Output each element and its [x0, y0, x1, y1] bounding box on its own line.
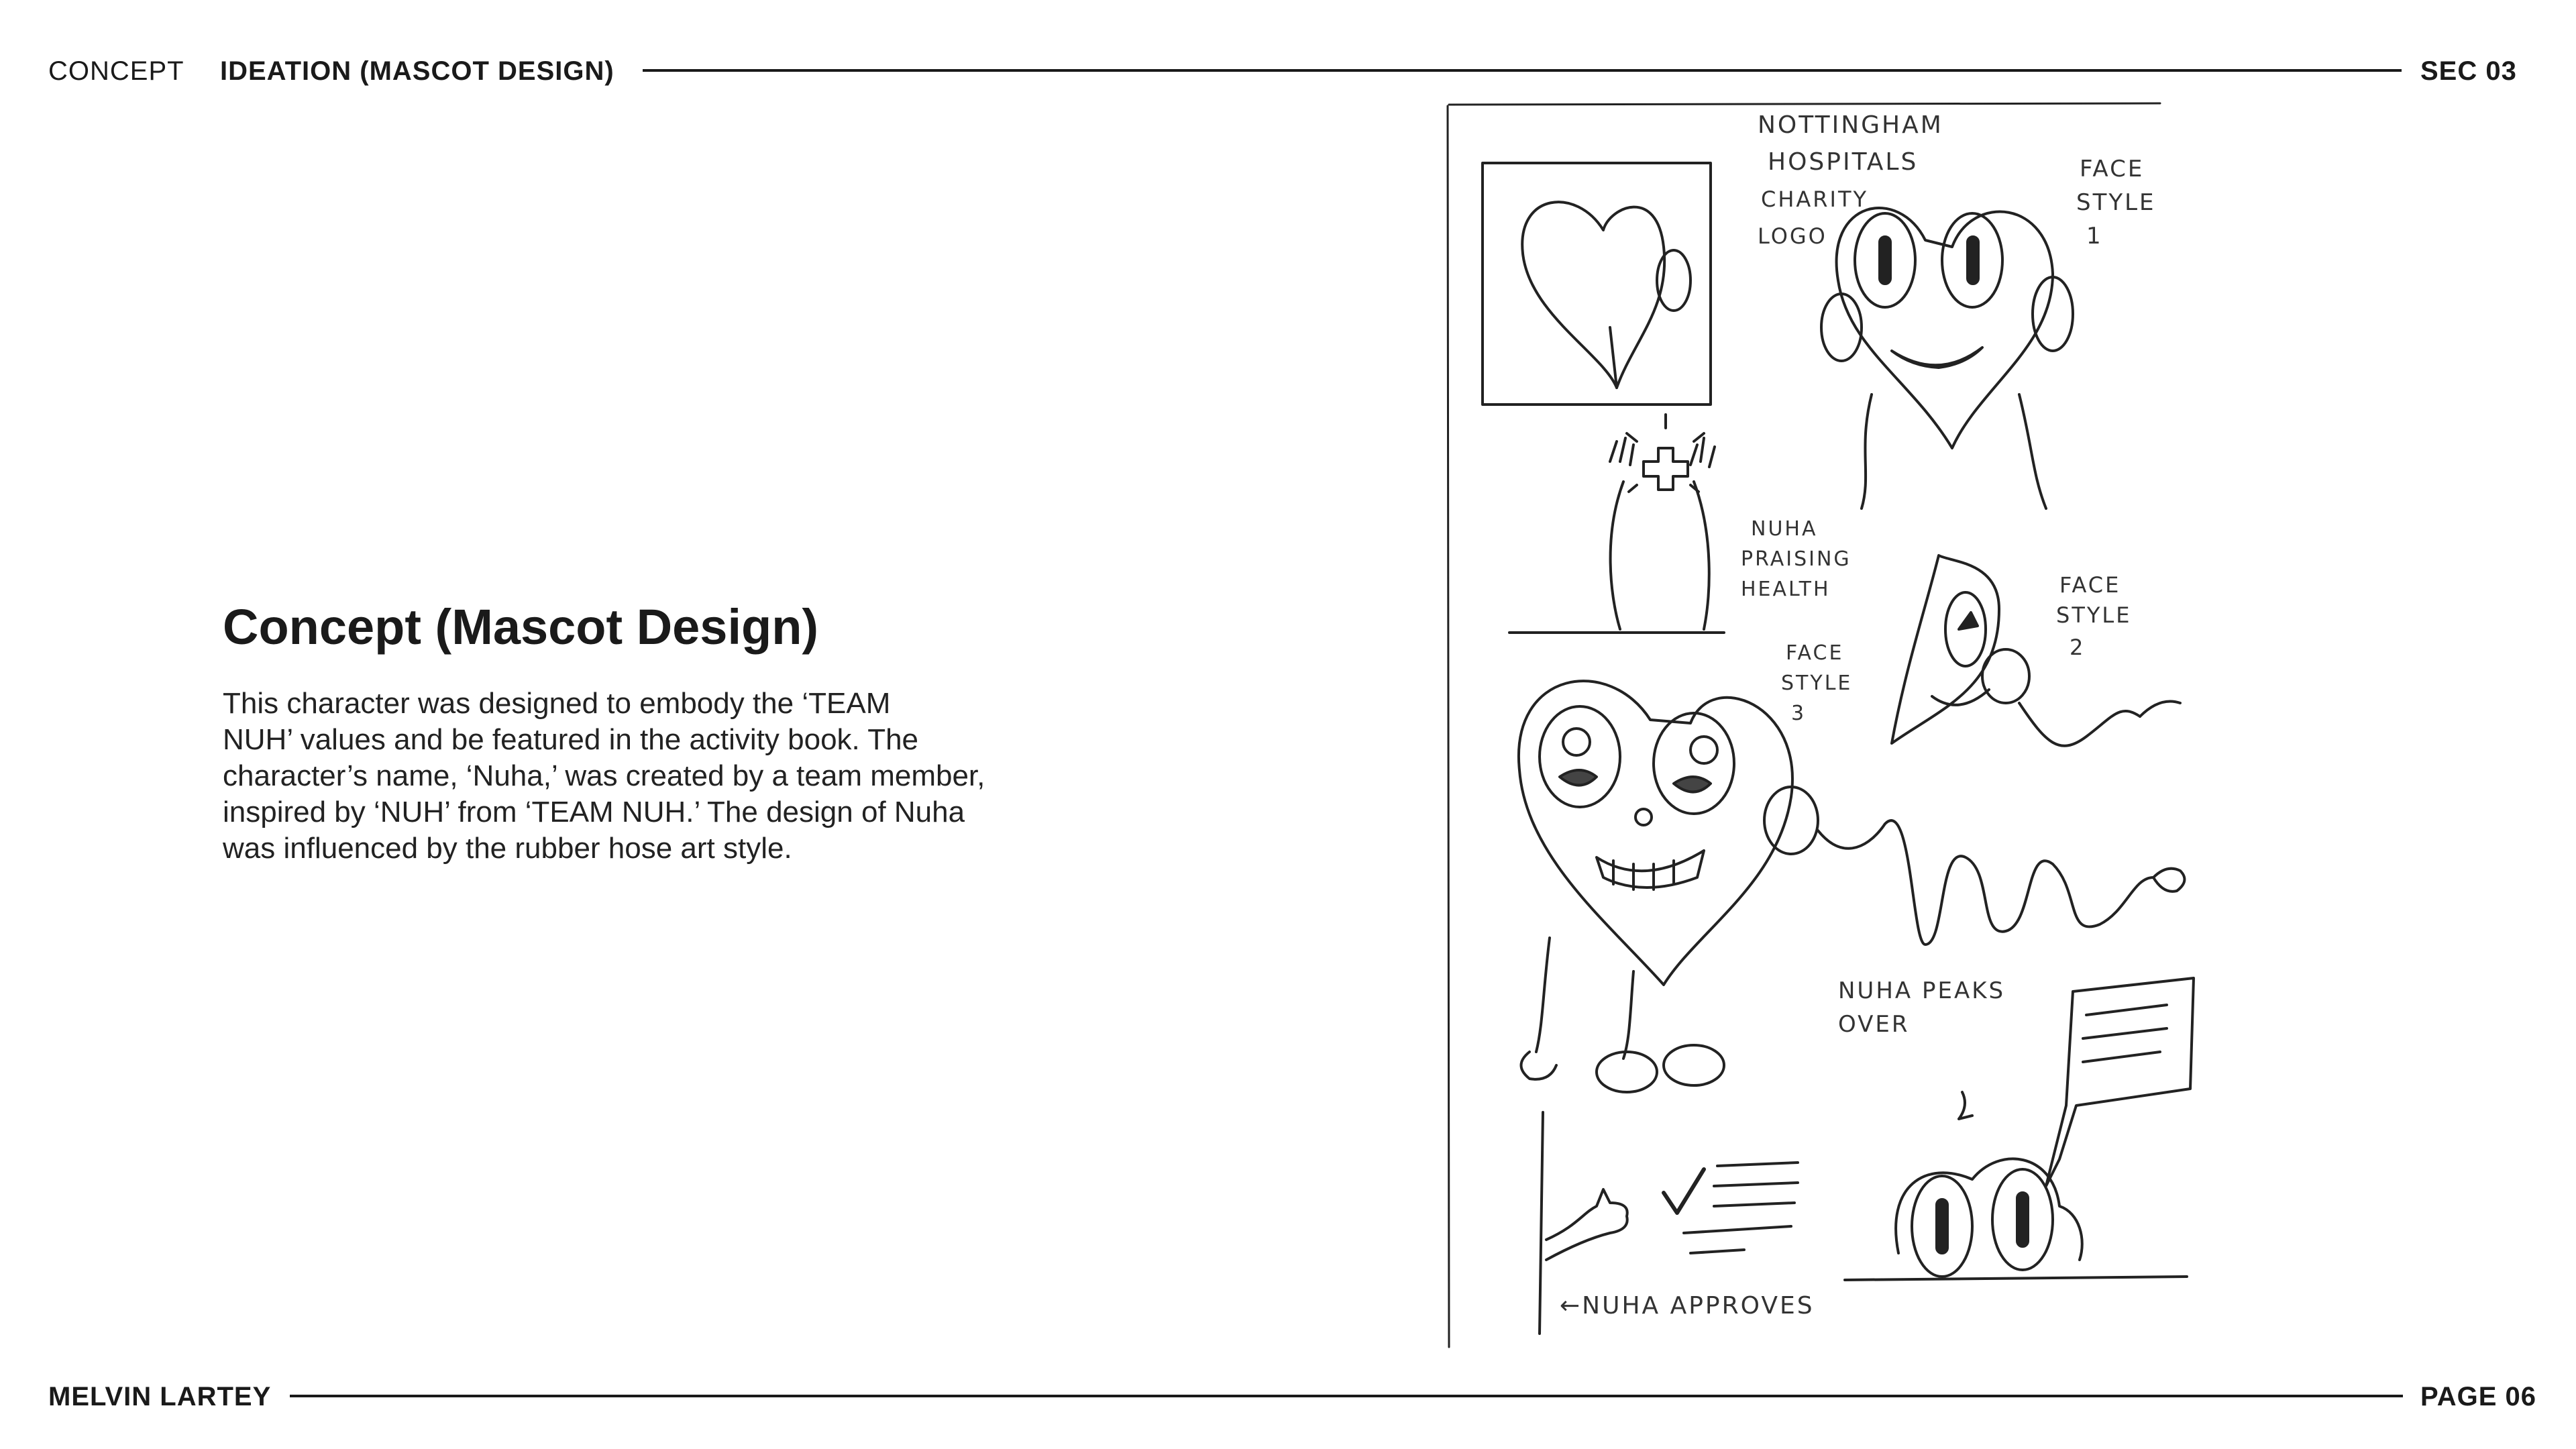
page-footer: [0, 1368, 2576, 1422]
annotation-face3-2: STYLE: [1781, 672, 1853, 695]
body-paragraph: This character was designed to embody the ‘TEAM NUH’ values and be featured in the activity book. The character’s name, ‘Nuha,’ was created by a team member, inspired by ‘NUH’ from ‘TEAM NUH.’ The design of Nuha was influenced by the rubber hose art style.: [223, 687, 985, 865]
annotation-peaks-1: NUHA PEAKS: [1838, 977, 2006, 1004]
annotation-face1-1: FACE: [2080, 156, 2145, 182]
annotation-logo-4: LOGO: [1758, 223, 1827, 249]
annotation-praise-2: PRAISING: [1741, 547, 1851, 571]
annotation-logo-3: CHARITY: [1761, 186, 1869, 212]
annotation-face1-3: 1: [2086, 223, 2103, 250]
annotation-face2-2: STYLE: [2056, 602, 2132, 628]
subsection-label: IDEATION (MASCOT DESIGN): [220, 56, 614, 86]
annotation-praise-3: HEALTH: [1741, 578, 1831, 601]
section-number: SEC 03: [2420, 56, 2517, 86]
annotation-face3-3: 3: [1791, 702, 1807, 725]
annotation-approves: ←NUHA APPROVES: [1560, 1292, 1815, 1320]
annotation-peaks-2: OVER: [1838, 1011, 1910, 1038]
header-divider: [643, 69, 2402, 72]
mascot-sketch-image: [1442, 99, 2214, 1354]
page-number: PAGE 06: [2420, 1382, 2536, 1411]
annotation-face2-1: FACE: [2059, 572, 2121, 598]
annotation-face2-3: 2: [2070, 635, 2086, 660]
page-header: [0, 43, 2576, 97]
annotation-face3-1: FACE: [1786, 641, 1844, 665]
mascot-sketch-drawing: [1442, 99, 2214, 1354]
annotation-praise-1: NUHA: [1751, 517, 1818, 541]
annotation-face1-2: STYLE: [2076, 189, 2156, 216]
page-title: Concept (Mascot Design): [223, 599, 819, 655]
annotation-logo-1: NOTTINGHAM: [1758, 111, 1943, 139]
annotation-logo-2: HOSPITALS: [1768, 148, 1919, 176]
footer-divider: [290, 1395, 2403, 1397]
section-label: CONCEPT: [48, 56, 184, 86]
author-name: MELVIN LARTEY: [48, 1382, 272, 1411]
